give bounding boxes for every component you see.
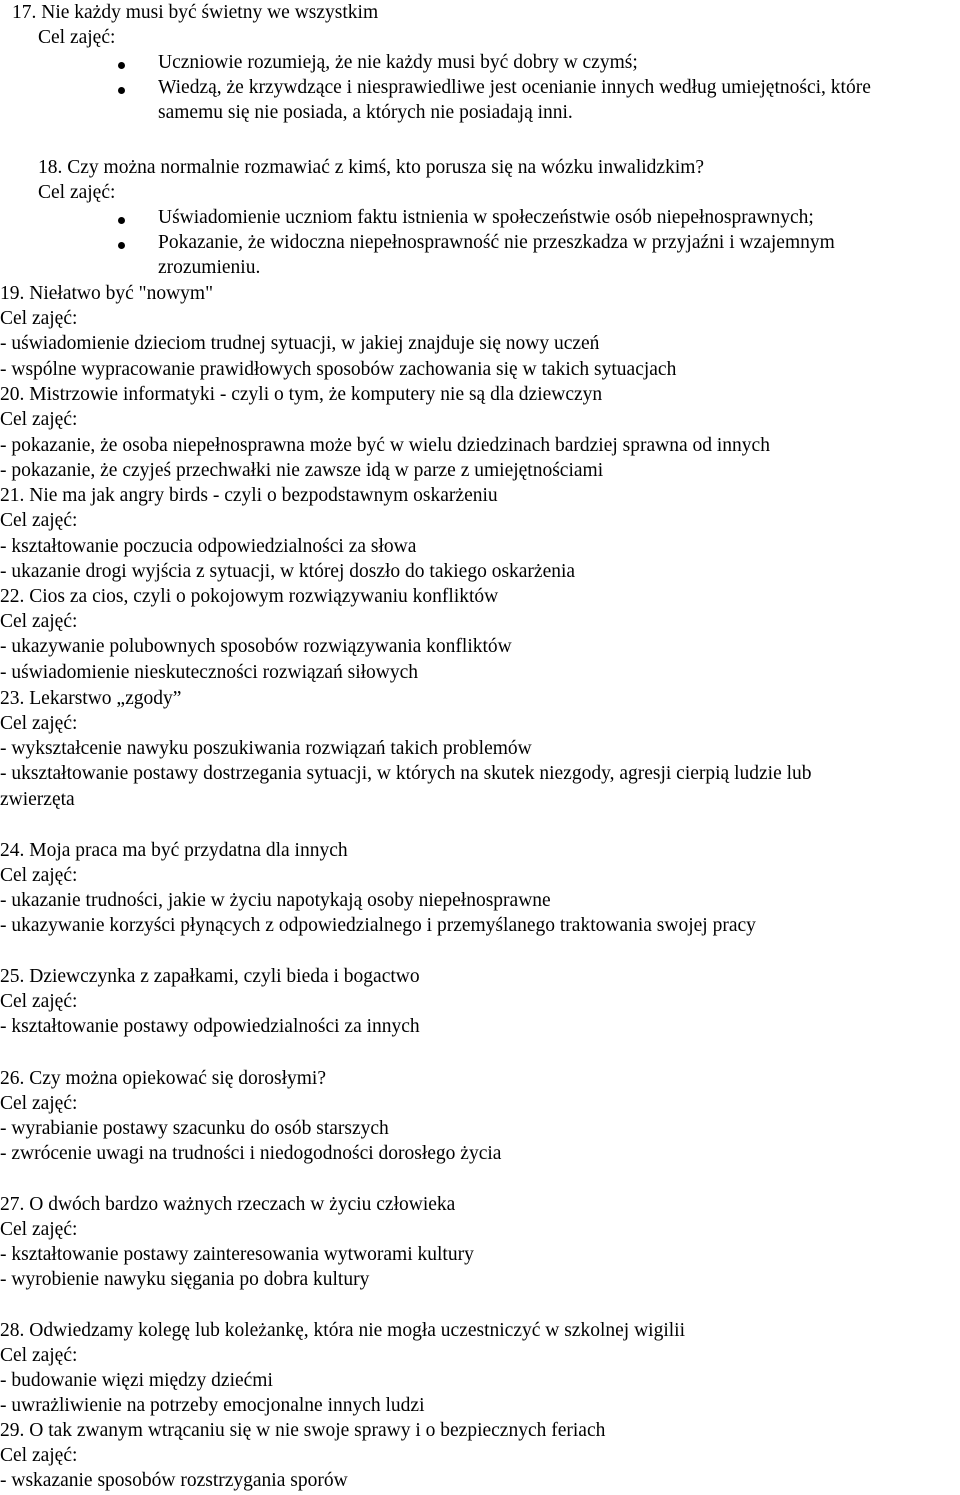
section-19-title: 19. Niełatwo być "nowym" [0,283,214,304]
section-21-goal-label: Cel zajęć: [0,510,78,531]
section-23-goal-item: - wykształcenie nawyku poszukiwania rozwiązań takich problemów [0,738,532,759]
section-26-goal-label: Cel zajęć: [0,1093,78,1114]
section-28-goal-label: Cel zajęć: [0,1345,78,1366]
section-21-goal-item: - kształtowanie poczucia odpowiedzialności za słowa [0,536,417,557]
section-20-goal-item: - pokazanie, że osoba niepełnosprawna może być w wielu dziedzinach bardziej sprawna od innych [0,435,770,456]
section-29-title: 29. O tak zwanym wtrącaniu się w nie swoje sprawy i o bezpiecznych feriach [0,1420,606,1441]
section-27-goal-label: Cel zajęć: [0,1219,78,1240]
section-22-title: 22. Cios za cios, czyli o pokojowym rozwiązywaniu konfliktów [0,586,499,607]
section-18-title: 18. Czy można normalnie rozmawiać z kimś, kto porusza się na wózku inwalidzkim? [38,157,705,178]
section-18-goal-item: Uświadomienie uczniom faktu istnienia w społeczeństwie osób niepełnosprawnych; [158,207,814,228]
section-18-goal-item-cont: zrozumieniu. [158,257,261,278]
section-18-goal-label: Cel zajęć: [38,182,116,203]
section-27-goal-item: - kształtowanie postawy zainteresowania wytworami kultury [0,1244,474,1265]
section-28-goal-item: - budowanie więzi między dziećmi [0,1370,273,1391]
section-23-goal-item: - ukształtowanie postawy dostrzegania sytuacji, w których na skutek niezgody, agresji cierpią ludzie lub [0,763,812,784]
section-19-goal-item: - wspólne wypracowanie prawidłowych sposobów zachowania się w takich sytuacjach [0,359,677,380]
section-24-goal-item: - ukazywanie korzyści płynących z odpowiedzialnego i przemyślanego traktowania swojej pracy [0,915,756,936]
section-27-title: 27. O dwóch bardzo ważnych rzeczach w życiu człowieka [0,1194,456,1215]
section-17-title: 17. Nie każdy musi być świetny we wszystkim [12,2,379,23]
section-25-goal-label: Cel zajęć: [0,991,78,1012]
bullet-icon [118,242,125,249]
section-21-goal-item: - ukazanie drogi wyjścia z sytuacji, w której doszło do takiego oskarżenia [0,561,576,582]
section-18-goal-item: Pokazanie, że widoczna niepełnosprawność nie przeszkadza w przyjaźni i wzajemnym [158,232,835,253]
section-26-goal-item: - wyrabianie postawy szacunku do osób starszych [0,1118,389,1139]
section-20-goal-item: - pokazanie, że czyjeś przechwałki nie zawsze idą w parze z umiejętnościami [0,460,604,481]
section-20-title: 20. Mistrzowie informatyki - czyli o tym, że komputery nie są dla dziewczyn [0,384,603,405]
section-20-goal-label: Cel zajęć: [0,409,78,430]
section-22-goal-item: - uświadomienie nieskuteczności rozwiązań siłowych [0,662,419,683]
section-17-goal-item: Uczniowie rozumieją, że nie każdy musi być dobry w czymś; [158,52,638,73]
section-17-goal-item: Wiedzą, że krzywdzące i niesprawiedliwe jest ocenianie innych według umiejętności, które [158,77,871,98]
section-23-goal-item-cont: zwierzęta [0,789,75,810]
section-28-title: 28. Odwiedzamy kolegę lub koleżankę, która nie mogła uczestniczyć w szkolnej wigilii [0,1320,685,1341]
section-29-goal-label: Cel zajęć: [0,1445,78,1466]
section-21-title: 21. Nie ma jak angry birds - czyli o bezpodstawnym oskarżeniu [0,485,498,506]
section-17-goal-label: Cel zajęć: [38,27,116,48]
section-23-title: 23. Lekarstwo „zgody” [0,688,182,709]
section-26-goal-item: - zwrócenie uwagi na trudności i niedogodności dorosłego życia [0,1143,502,1164]
section-19-goal-item: - uświadomienie dzieciom trudnej sytuacji, w jakiej znajduje się nowy uczeń [0,333,600,354]
section-27-goal-item: - wyrobienie nawyku sięgania po dobra kultury [0,1269,370,1290]
bullet-icon [118,217,125,224]
section-25-goal-item: - kształtowanie postawy odpowiedzialności za innych [0,1016,420,1037]
section-28-goal-item: - uwrażliwienie na potrzeby emocjonalne innych ludzi [0,1395,425,1416]
section-25-title: 25. Dziewczynka z zapałkami, czyli bieda i bogactwo [0,966,420,987]
section-22-goal-label: Cel zajęć: [0,611,78,632]
bullet-icon [118,87,125,94]
section-24-title: 24. Moja praca ma być przydatna dla innych [0,840,348,861]
section-19-goal-label: Cel zajęć: [0,308,78,329]
section-17-goal-item-cont: samemu się nie posiada, a których nie posiadają inni. [158,102,573,123]
section-22-goal-item: - ukazywanie polubownych sposobów rozwiązywania konfliktów [0,636,512,657]
section-26-title: 26. Czy można opiekować się dorosłymi? [0,1068,327,1089]
section-23-goal-label: Cel zajęć: [0,713,78,734]
section-29-goal-item: - wskazanie sposobów rozstrzygania sporów [0,1470,348,1491]
bullet-icon [118,62,125,69]
section-24-goal-item: - ukazanie trudności, jakie w życiu napotykają osoby niepełnosprawne [0,890,551,911]
section-24-goal-label: Cel zajęć: [0,865,78,886]
